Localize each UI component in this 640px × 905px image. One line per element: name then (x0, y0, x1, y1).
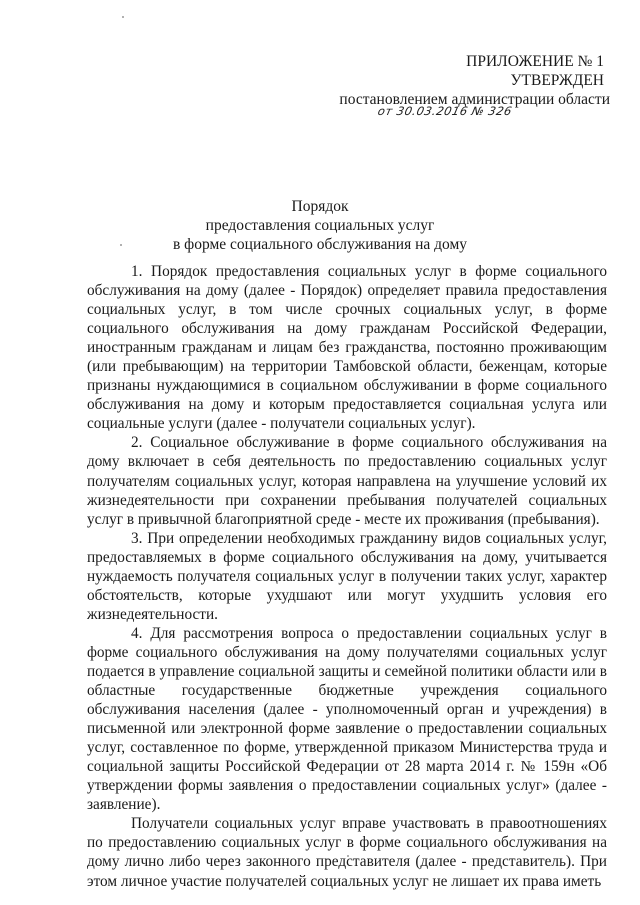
approved-by-text: постановлением администрации области (339, 91, 610, 108)
approved-label: УТВЕРЖДЕН (510, 72, 604, 89)
scan-speck (122, 16, 124, 18)
appendix-number: ПРИЛОЖЕНИЕ № 1 (466, 53, 604, 70)
approval-header (330, 52, 610, 109)
handwritten-date-number: от 30.03.2016 № 326 (376, 104, 514, 118)
document-body (87, 262, 607, 891)
paragraph-1: 1. Порядок предоставления социальных услуг в форме социального обслуживания на дому (далее - Порядок) определяет правила предоставления социальных услуг, в том числе срочных социальных услуг, в форме социального обслуживания на дому гражданам Российской Федерации, иностранным гражданам и лицам без гражданства, постоянно проживающим (или пребывающим) на территории Тамбовской области, беженцам, которые признаны нуждающимися в социальном обслуживании в форме социального обслуживания на дому и которым предоставляется социальная услуга или социальные услуги (далее - получатели социальных услуг). (87, 263, 607, 433)
paragraph-4: 4. Для рассмотрения вопроса о предоставлении социальных услуг в форме социального обслуживания на дому получателями социальных услуг подается в управление социальной защиты и семейной политики области или в областные государственные бюджетные учреждения социального обслуживания населения (далее - уполномоченный орган и учреждения) в письменной или электронной форме заявление о предоставлении социальных услуг, составленное по форме, утвержденной приказом Министерства труда и социальной защиты Российской Федерации от 28 марта 2014 г. № 159н «Об утверждении формы заявления о предоставлении социальных услуг» (далее - заявление). (87, 624, 607, 814)
scan-speck (120, 244, 122, 246)
document-title (130, 197, 510, 254)
paragraph-5: Получатели социальных услуг вправе участвовать в правоотношениях по предоставлению социальных услуг в форме социального обслуживания на дому лично либо через законного представителя (далее - представитель). При этом личное участие получателей социальных услуг не лишает их права иметь (87, 815, 607, 890)
paragraph-2: 2. Социальное обслуживание в форме социального обслуживания на дому включает в себя деятельность по предоставлению социальных услуг получателям социальных услуг, которая направлена на улучшение условий их жизнедеятельности при сохранении пребывания получателей социальных услуг в привычной благоприятной среде - месте их проживания (пребывания). (87, 434, 607, 528)
title-line-2: предоставления социальных услуг (205, 217, 435, 234)
title-line-1: Порядок (291, 198, 349, 215)
paragraph-3: 3. При определении необходимых гражданину видов социальных услуг, предоставляемых в форме социального обслуживания на дому, учитывается нуждаемость получателя социальных услуг в получении таких услуг, характер обстоятельств, которые ухудшают или могут ухудшить условия его жизнедеятельности. (87, 529, 607, 623)
title-line-3: в форме социального обслуживания на дому (172, 236, 468, 253)
